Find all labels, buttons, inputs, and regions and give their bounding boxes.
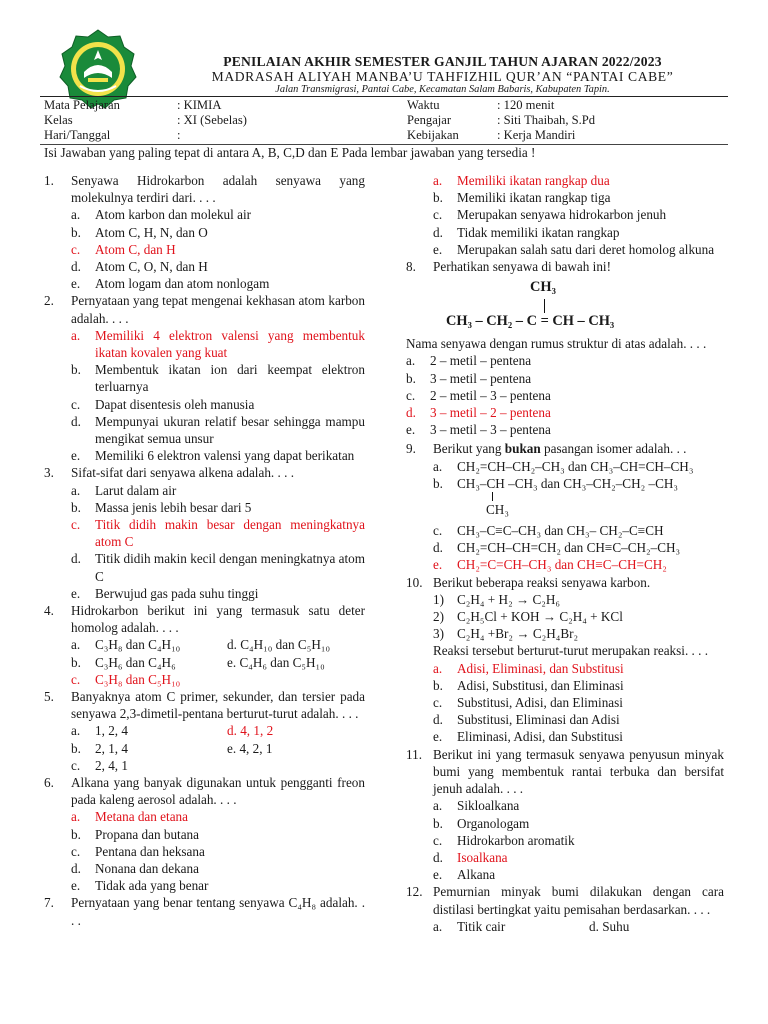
- reaction-3: 3) C₂H₄ +Br₂ → C₂H₄Br₂: [433, 626, 579, 642]
- hari-label: Hari/Tanggal: [44, 128, 111, 142]
- options-row-3: [71, 671, 365, 688]
- option-c: c. CH₃–C≡C–CH₃ dan CH₃– CH₂–C≡CH: [433, 523, 664, 539]
- question-stem-2: Nama senyawa dengan rumus struktur di atas adalah. . . .: [406, 336, 707, 352]
- option-d: d. C₄H₁₀ dan C₅H₁₀: [227, 637, 331, 653]
- question-number: 9.: [406, 441, 416, 457]
- option-c: c. Pentana dan heksana: [71, 843, 205, 859]
- option-a: a. Atom karbon dan molekul air: [71, 207, 252, 223]
- reaction-1: 1) C₂H₄ + H₂ → C₂H₆: [433, 591, 560, 607]
- option-a-answer: a. Adisi, Eliminasi, dan Substitusi: [433, 660, 624, 676]
- option-a: a. Larut dalam air: [71, 482, 177, 498]
- option-a-answer: a. Memiliki ikatan rangkap dua: [433, 173, 610, 188]
- mapel-label: Mata Pelajaran: [44, 98, 120, 112]
- option-d: d. Mempunyai ukuran relatif besar sehingga mampu mengikat semua unsur: [71, 413, 365, 447]
- option-b: b. Propana dan butana: [71, 826, 199, 842]
- option-c-answer: c. Titik didih makin besar dengan meningkatnya atom C: [71, 517, 365, 550]
- question-stem: Hidrokarbon berikut ini yang termasuk satu deter homolog adalah. . . .: [71, 603, 365, 636]
- question-8: [406, 258, 724, 275]
- question-stem: Berikut yang bukan pasangan isomer adalah. . .: [433, 441, 687, 457]
- question-9: [406, 440, 724, 573]
- main-chain: CH₃ – CH₂ – C = CH – CH₃: [446, 313, 615, 330]
- exam-info-table: [40, 97, 728, 145]
- question-number: 12.: [406, 884, 423, 900]
- option-e: e. Eliminasi, Adisi, dan Substitusi: [433, 729, 623, 745]
- options-row-1: [71, 636, 365, 653]
- option-d: d. Tidak memiliki ikatan rangkap: [433, 224, 620, 240]
- option-c: c. Merupakan senyawa hidrokarbon jenuh: [433, 207, 667, 223]
- question-stem: Berikut beberapa reaksi senyawa karbon.: [433, 574, 651, 590]
- option-a: a. C₃H₈ dan C₄H₁₀: [71, 637, 181, 653]
- option-a: a. Titik cair: [433, 918, 506, 934]
- question-number: 6.: [44, 775, 54, 791]
- option-b: b. Organologam: [433, 815, 530, 831]
- option-a: a. Sikloalkana: [433, 798, 520, 814]
- option-e-answer: e. CH₂=C=CH–CH₃ dan CH≡C–CH=CH₂: [433, 557, 667, 573]
- option-e: e. 4, 2, 1: [227, 740, 273, 756]
- option-d: d. Suhu: [589, 918, 630, 934]
- question-stem: Perhatikan senyawa di bawah ini!: [433, 259, 611, 275]
- bond-line: [544, 299, 545, 313]
- question-8-body: [406, 335, 724, 438]
- option-b: b. Adisi, Substitusi, dan Eliminasi: [433, 677, 624, 693]
- question-number: 8.: [406, 259, 416, 275]
- exam-title: PENILAIAN AKHIR SEMESTER GANJIL TAHUN AJARAN 2022/2023: [223, 54, 662, 69]
- option-d-answer: d. 3 – metil – 2 – pentena: [406, 405, 551, 421]
- question-stem: Pernyataan yang benar tentang senyawa C₄H₈ adalah. . . .: [71, 895, 365, 928]
- option-a: a. CH₂=CH–CH₂–CH₃ dan CH₃–CH=CH–CH₃: [433, 458, 694, 474]
- option-e: e. Alkana: [433, 867, 496, 883]
- option-d: d. Titik didih makin kecil dengan meningkatnya atom C: [71, 551, 365, 584]
- option-e: e. 3 – metil – 3 – pentena: [406, 422, 551, 438]
- question-12: [406, 883, 724, 935]
- left-column: [44, 172, 365, 929]
- option-e: e. Tidak ada yang benar: [71, 878, 209, 894]
- branch-methyl: CH₃: [530, 279, 556, 296]
- option-d: d. Atom C, O, N, dan H: [71, 259, 208, 275]
- option-d: d. Substitusi, Eliminasi dan Adisi: [433, 712, 620, 728]
- hari-value: :: [177, 128, 181, 142]
- kebijakan-value: : Kerja Mandiri: [497, 128, 576, 142]
- question-stem: Sifat-sifat dari senyawa alkena adalah. . . .: [71, 465, 294, 481]
- options-row-1: [71, 722, 365, 739]
- option-a-answer: a. Metana dan etana: [71, 809, 188, 825]
- question-6: [44, 774, 365, 894]
- option-d: d. CH₂=CH–CH=CH₂ dan CH≡C–CH₂–CH₃: [433, 540, 681, 556]
- option-e: e. Merupakan salah satu dari deret homolog alkuna: [433, 241, 715, 257]
- instruction: Isi Jawaban yang paling tepat di antara A, B, C,D dan E Pada lembar jawaban yang tersedia !: [44, 145, 536, 160]
- question-number: 3.: [44, 465, 54, 481]
- options-row-2: [71, 654, 365, 671]
- document-header: [135, 54, 750, 96]
- option-e: e. Atom logam dan atom nonlogam: [71, 276, 270, 292]
- school-address: Jalan Transmigrasi, Pantai Cabe, Kecamatan Salam Babaris, Kabupaten Tapin.: [275, 84, 610, 95]
- option-b: b. Memiliki ikatan rangkap tiga: [433, 190, 611, 206]
- option-b: b. Membentuk ikatan ion dari keempat elektron terluarnya: [71, 362, 365, 395]
- option-c-answer: c. Atom C, dan H: [71, 241, 176, 257]
- branch-bond: [492, 492, 493, 501]
- question-2: [44, 292, 365, 464]
- question-stem: Pernyataan yang tepat mengenai kekhasan atom karbon adalah. . . .: [71, 293, 365, 326]
- kelas-value: : XI (Sebelas): [177, 113, 247, 127]
- kelas-label: Kelas: [44, 113, 73, 127]
- option-c: c. Substitusi, Adisi, dan Eliminasi: [433, 695, 623, 711]
- pengajar-label: Pengajar: [407, 113, 452, 127]
- question-5: [44, 688, 365, 774]
- waktu-value: : 120 menit: [497, 98, 555, 112]
- question-7-options: [406, 172, 724, 258]
- mapel-value: : KIMIA: [177, 98, 222, 112]
- question-7: [44, 894, 365, 928]
- option-c: c. 2, 4, 1: [71, 757, 128, 773]
- options-row-1: [433, 918, 724, 935]
- question-stem: Berikut ini yang termasuk senyawa penyusun minyak bumi yang membentuk rantai terbuka dan bersifat jenuh adalah. . . .: [433, 746, 724, 797]
- option-c: c. 2 – metil – 3 – pentena: [406, 387, 551, 403]
- options-row-2: [71, 740, 365, 757]
- pengajar-value: : Siti Thaibah, S.Pd: [497, 113, 596, 127]
- reaction-2: 2) C₂H₅Cl + KOH → C₂H₄ + KCl: [433, 609, 623, 625]
- question-11: [406, 746, 724, 884]
- option-e: e. Memiliki 6 elektron valensi yang dapat berikatan: [71, 448, 355, 464]
- question-stem-2: Reaksi tersebut berturut-turut merupakan reaksi. . . .: [433, 643, 709, 659]
- question-number: 10.: [406, 574, 423, 590]
- question-number: 4.: [44, 603, 54, 619]
- structural-formula: [446, 279, 724, 331]
- option-b: b. C₃H₆ dan C₄H₆: [71, 654, 176, 670]
- option-c-answer: c. C₃H₈ dan C₅H₁₀: [71, 671, 181, 687]
- school-name: MADRASAH ALIYAH MANBA’U TAHFIZHIL QUR’AN “PANTAI CABE”: [211, 69, 674, 84]
- option-b: b. Massa jenis lebih besar dari 5: [71, 499, 252, 515]
- question-number: 11.: [406, 746, 422, 762]
- question-stem: Alkana yang banyak digunakan untuk pengganti freon pada kaleng aerosol adalah. . . .: [71, 775, 365, 808]
- question-number: 1.: [44, 173, 54, 188]
- question-stem: Pemurnian minyak bumi dilakukan dengan cara distilasi bertingkat yaitu pemisahan berdasarkan. . . .: [433, 884, 724, 917]
- option-d: d. Nonana dan dekana: [71, 861, 199, 877]
- option-b: b. CH₃–CH –CH₃ dan CH₃–CH₂–CH₂ –CH₃: [433, 475, 679, 491]
- question-3: [44, 464, 365, 602]
- option-c: c. Dapat disentesis oleh manusia: [71, 396, 255, 412]
- option-b: b. Atom C, H, N, dan O: [71, 224, 208, 240]
- option-b-branch: [433, 492, 724, 522]
- branch-methyl: CH₃: [486, 502, 509, 518]
- question-4: [44, 602, 365, 688]
- option-a: a. 1, 2, 4: [71, 723, 128, 739]
- option-e: e. C₄H₆ dan C₅H₁₀: [227, 654, 325, 670]
- option-b: b. 3 – metil – pentena: [406, 370, 532, 386]
- question-stem: Banyaknya atom C primer, sekunder, dan tersier pada senyawa 2,3-dimetil-pentana berturut-turut adalah. . . .: [71, 689, 365, 722]
- option-d-answer: d. Isoalkana: [433, 849, 508, 865]
- question-number: 7.: [44, 895, 54, 911]
- option-b: b. 2, 1, 4: [71, 740, 128, 756]
- question-stem: Senyawa Hidrokarbon adalah senyawa yang molekulnya terdiri dari. . . .: [71, 173, 365, 206]
- right-column: [406, 172, 724, 935]
- options-row-3: [71, 757, 365, 774]
- option-e: e. Berwujud gas pada suhu tinggi: [71, 585, 259, 601]
- option-a-answer: a. Memiliki 4 elektron valensi yang membentuk ikatan kovalen yang kuat: [71, 327, 365, 361]
- option-d-answer: d. 4, 1, 2: [227, 723, 274, 739]
- question-number: 5.: [44, 689, 54, 705]
- question-1: [44, 172, 365, 292]
- question-number: 2.: [44, 293, 54, 309]
- waktu-label: Waktu: [407, 98, 440, 112]
- option-a: a. 2 – metil – pentena: [406, 353, 532, 369]
- question-10: [406, 574, 724, 746]
- option-c: c. Hidrokarbon aromatik: [433, 832, 575, 848]
- kebijakan-label: Kebijakan: [407, 128, 459, 142]
